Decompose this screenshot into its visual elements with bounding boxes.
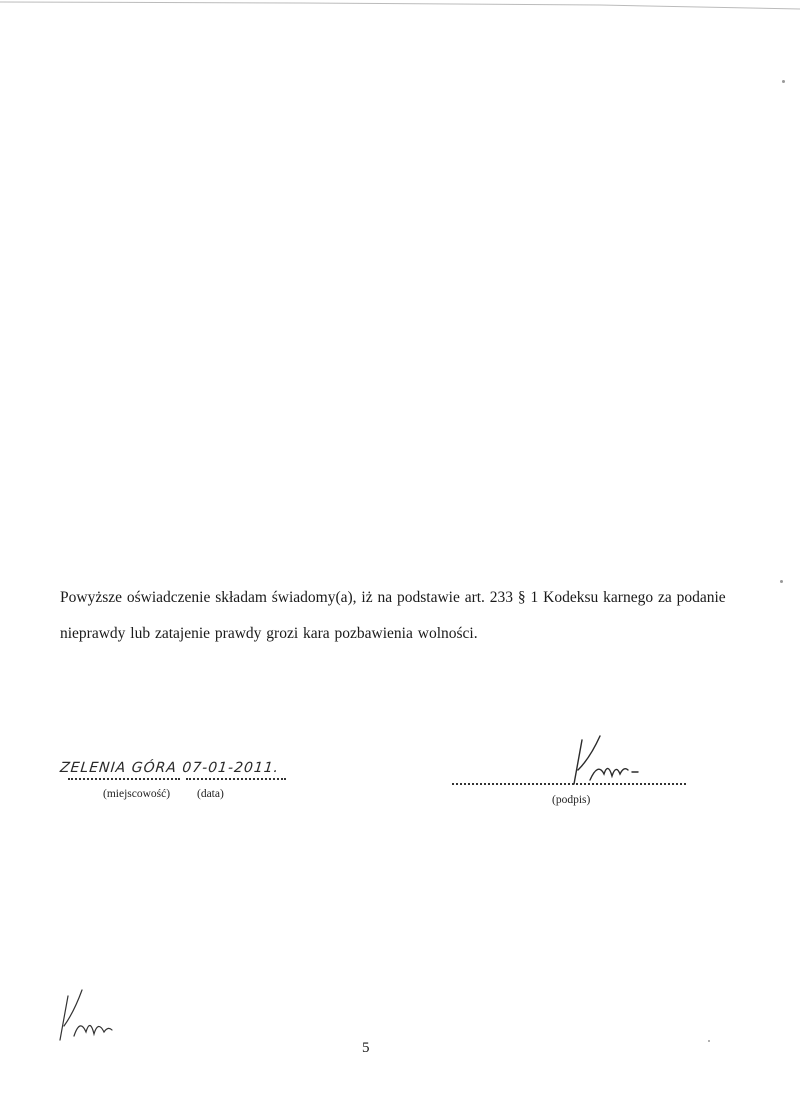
place-date-handwritten: ZELENIA GÓRA 07-01-2011. bbox=[59, 760, 280, 776]
signature-main bbox=[560, 722, 650, 792]
scan-speck bbox=[780, 580, 783, 583]
place-dotted-line bbox=[68, 778, 180, 780]
declaration-line-2: nieprawdy lub zatajenie prawdy grozi kara pozbawienia wolności. bbox=[60, 625, 478, 642]
date-label: (data) bbox=[197, 788, 224, 800]
signature-dotted-line bbox=[452, 783, 686, 785]
initials-signature bbox=[52, 982, 122, 1044]
declaration-line-1: Powyższe oświadczenie składam świadomy(a), iż na podstawie art. 233 § 1 Kodeksu karnego za podanie bbox=[60, 589, 726, 606]
signature-label: (podpis) bbox=[552, 794, 591, 806]
page-number: 5 bbox=[362, 1040, 370, 1056]
declaration-text bbox=[60, 580, 740, 652]
date-dotted-line bbox=[186, 778, 286, 780]
scan-speck bbox=[782, 80, 785, 83]
place-label: (miejscowość) bbox=[103, 788, 171, 800]
scan-speck bbox=[708, 1040, 710, 1042]
scan-edge-line bbox=[0, 0, 800, 10]
